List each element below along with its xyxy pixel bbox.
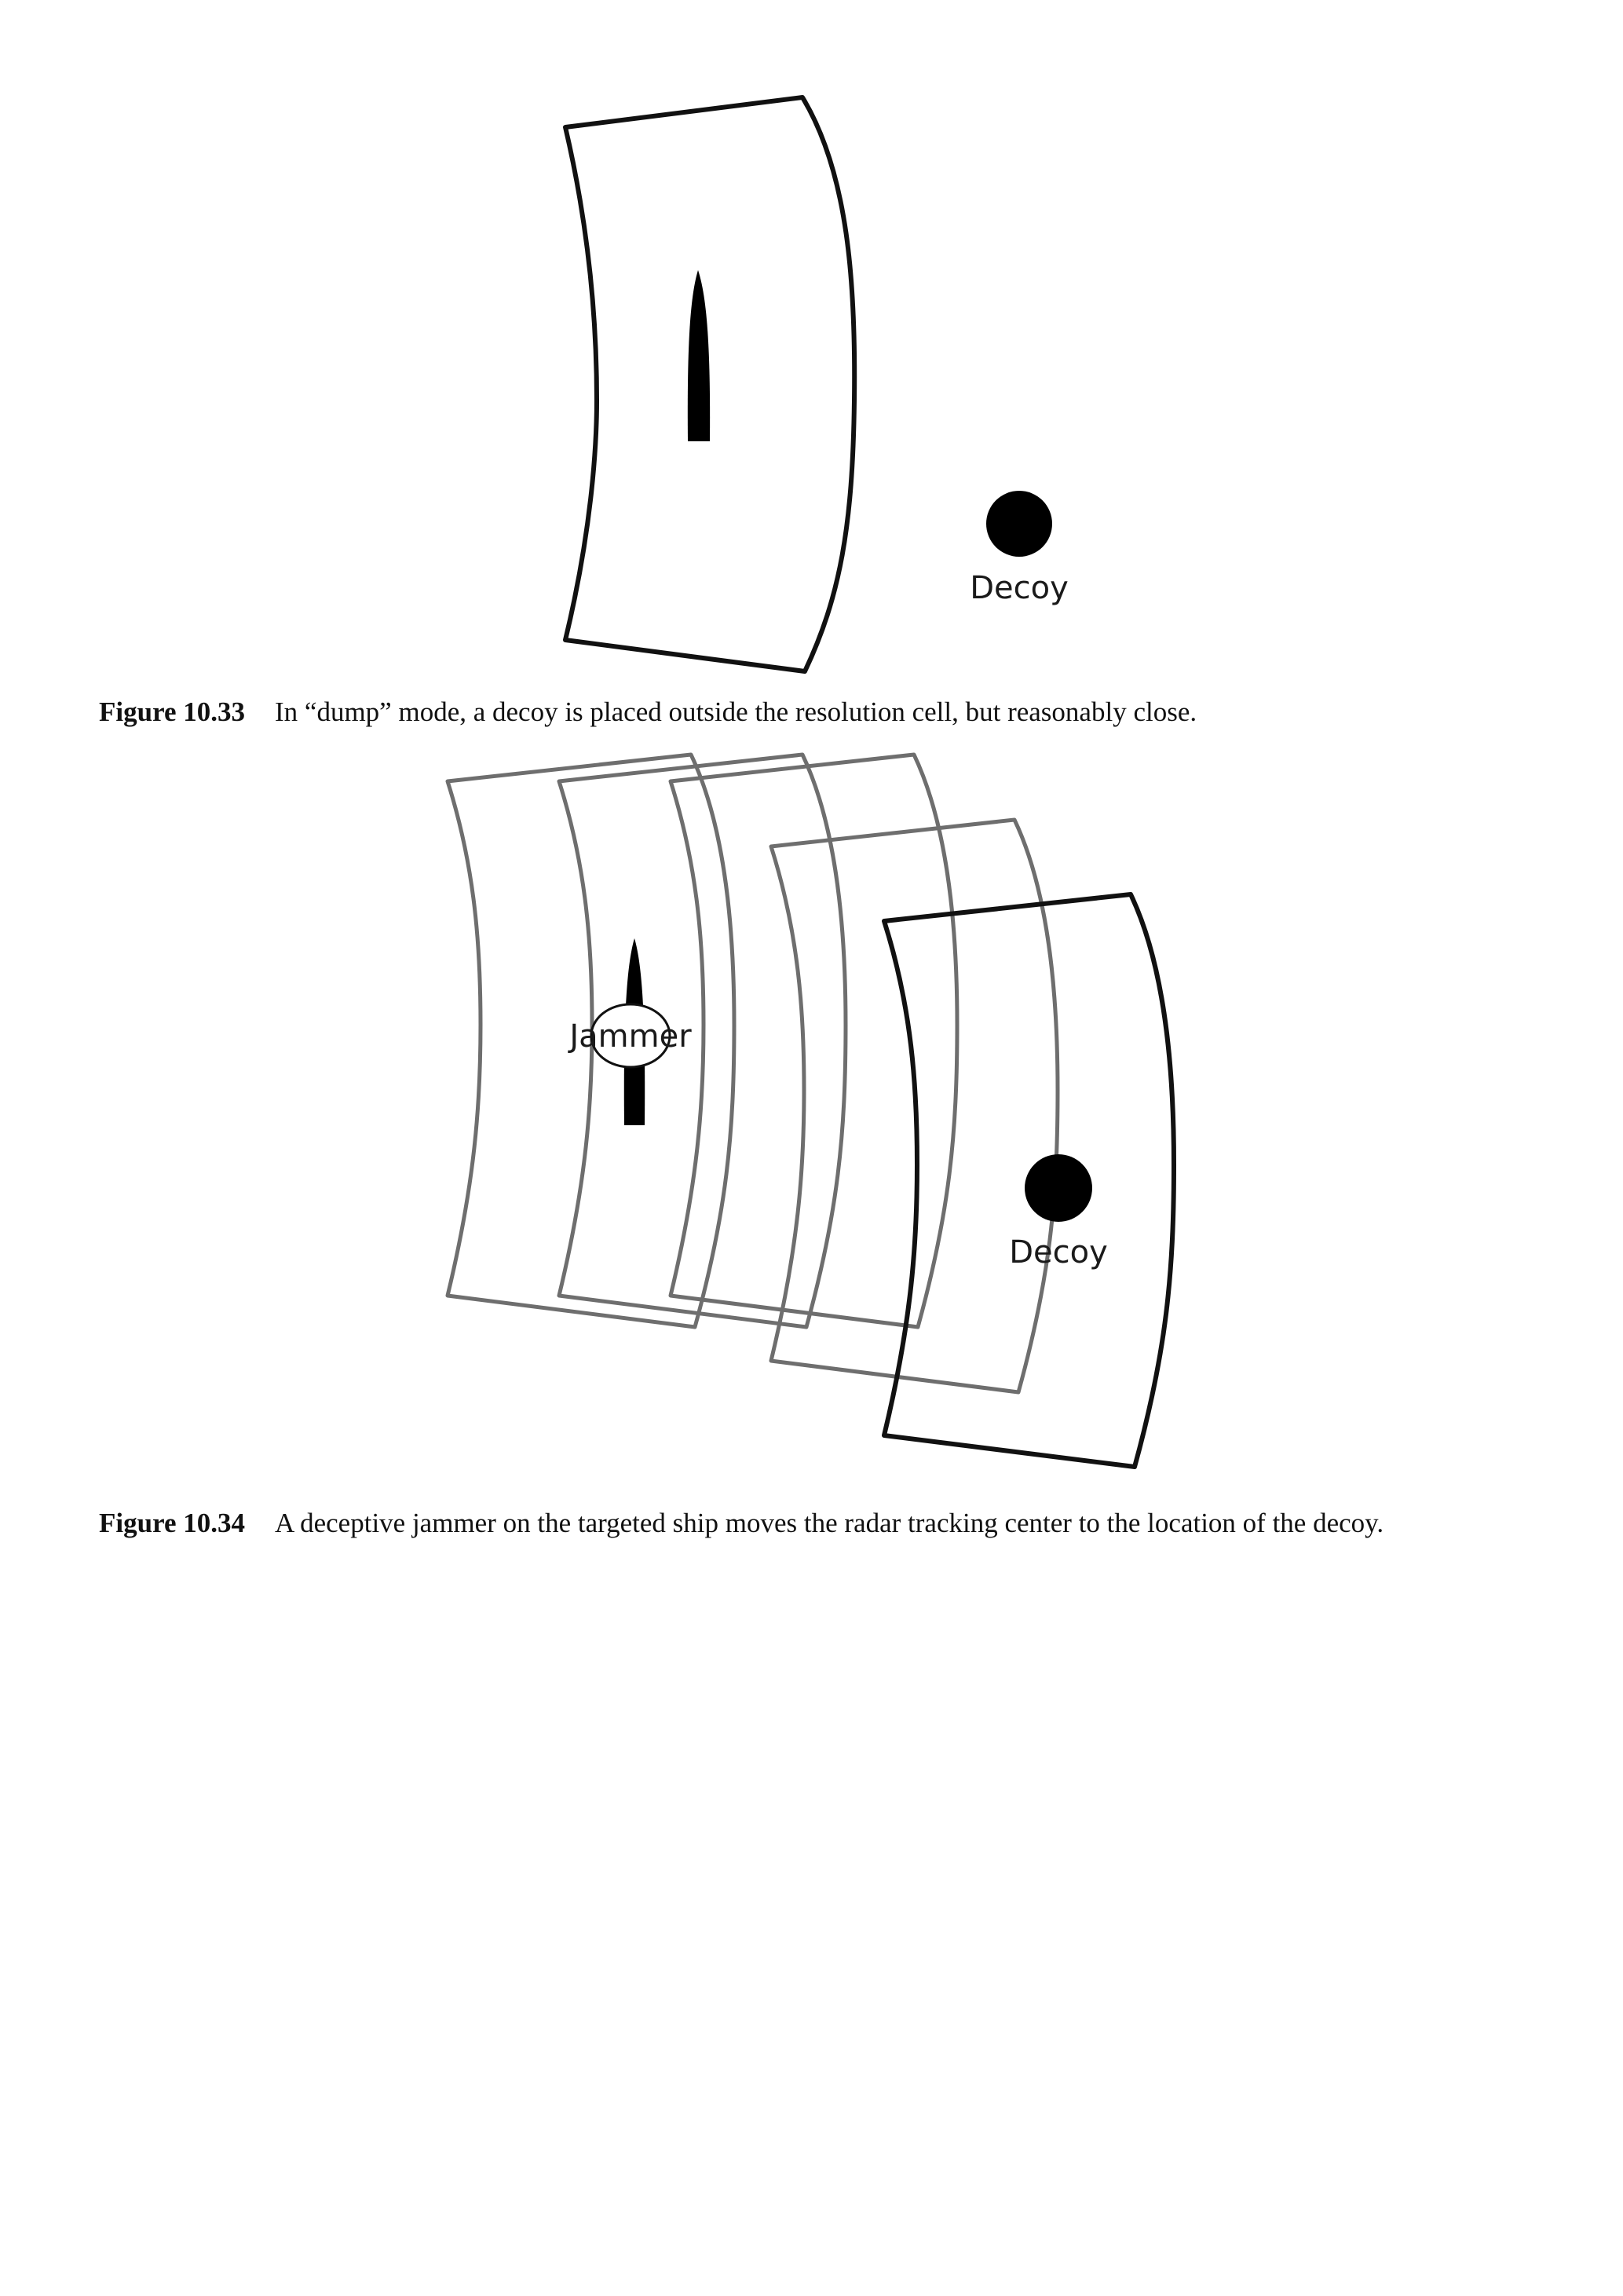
decoy-icon xyxy=(1025,1154,1092,1222)
resolution-cell xyxy=(565,97,854,671)
figure-10-34-diagram xyxy=(424,742,1209,1496)
decoy-icon xyxy=(986,491,1052,557)
caption-text: A deceptive jammer on the targeted ship moves the radar tracking center to the location of the decoy. xyxy=(275,1508,1384,1538)
figure-caption xyxy=(99,1506,1559,1541)
figure-caption xyxy=(99,695,1559,729)
previous-resolution-cells xyxy=(448,755,1058,1392)
decoy-label: Decoy xyxy=(970,570,1069,606)
caption-text: In “dump” mode, a decoy is placed outside the resolution cell, but reasonably close. xyxy=(275,696,1197,727)
decoy-label: Decoy xyxy=(1009,1234,1108,1270)
figure-number: Figure 10.34 xyxy=(99,1508,246,1538)
ship-icon xyxy=(688,270,710,441)
figure-10-33-diagram xyxy=(534,86,1099,683)
jammer-label: Jammer xyxy=(569,1018,692,1055)
figure-number: Figure 10.33 xyxy=(99,696,246,727)
